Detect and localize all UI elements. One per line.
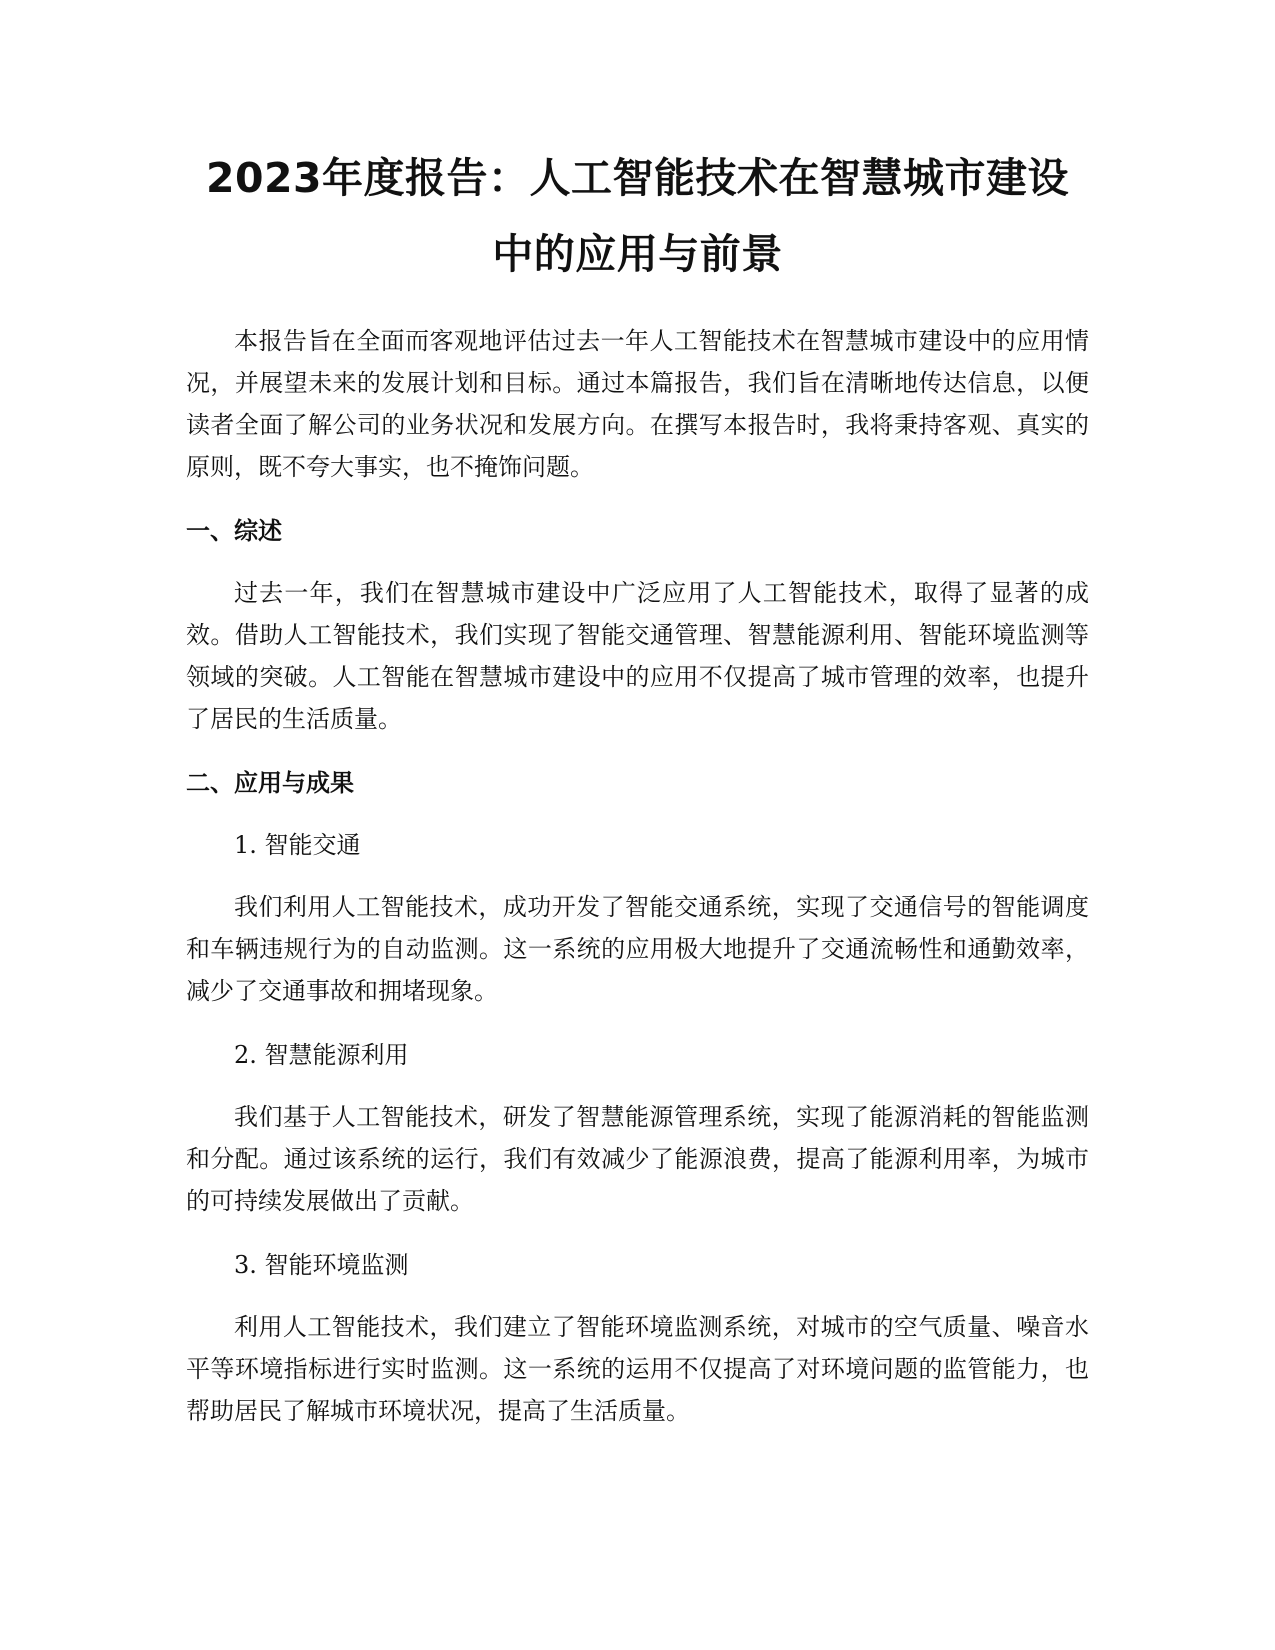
document-page bbox=[186, 140, 1089, 1454]
intro-paragraph: 本报告旨在全面而客观地评估过去一年人工智能技术在智慧城市建设中的应用情况，并展望未来的发展计划和目标。通过本篇报告，我们旨在清晰地传达信息，以便读者全面了解公司的业务状况和发展方向。在撰写本报告时，我将秉持客观、真实的原则，既不夸大事实，也不掩饰问题。 bbox=[186, 327, 1089, 481]
section-heading-applications: 二、应用与成果 bbox=[186, 769, 354, 797]
overview-paragraph: 过去一年，我们在智慧城市建设中广泛应用了人工智能技术，取得了显著的成效。借助人工智能技术，我们实现了智能交通管理、智慧能源利用、智能环境监测等领域的突破。人工智能在智慧城市建设中的应用不仅提高了城市管理的效率，也提升了居民的生活质量。 bbox=[186, 579, 1089, 733]
section-heading-overview: 一、综述 bbox=[186, 517, 282, 545]
subheading-smart-traffic: 1. 智能交通 bbox=[234, 831, 361, 859]
document-title: 2023年度报告：人工智能技术在智慧城市建设中的应用与前景 bbox=[205, 154, 1070, 278]
smart-energy-paragraph: 我们基于人工智能技术，研发了智慧能源管理系统，实现了能源消耗的智能监测和分配。通过该系统的运行，我们有效减少了能源浪费，提高了能源利用率，为城市的可持续发展做出了贡献。 bbox=[186, 1103, 1089, 1215]
subheading-smart-energy: 2. 智慧能源利用 bbox=[234, 1041, 409, 1069]
subheading-environment-monitoring: 3. 智能环境监测 bbox=[234, 1251, 409, 1279]
smart-traffic-paragraph: 我们利用人工智能技术，成功开发了智能交通系统，实现了交通信号的智能调度和车辆违规行为的自动监测。这一系统的应用极大地提升了交通流畅性和通勤效率，减少了交通事故和拥堵现象。 bbox=[186, 893, 1089, 1005]
environment-monitoring-paragraph: 利用人工智能技术，我们建立了智能环境监测系统，对城市的空气质量、噪音水平等环境指标进行实时监测。这一系统的运用不仅提高了对环境问题的监管能力，也帮助居民了解城市环境状况，提高了生活质量。 bbox=[186, 1313, 1089, 1425]
